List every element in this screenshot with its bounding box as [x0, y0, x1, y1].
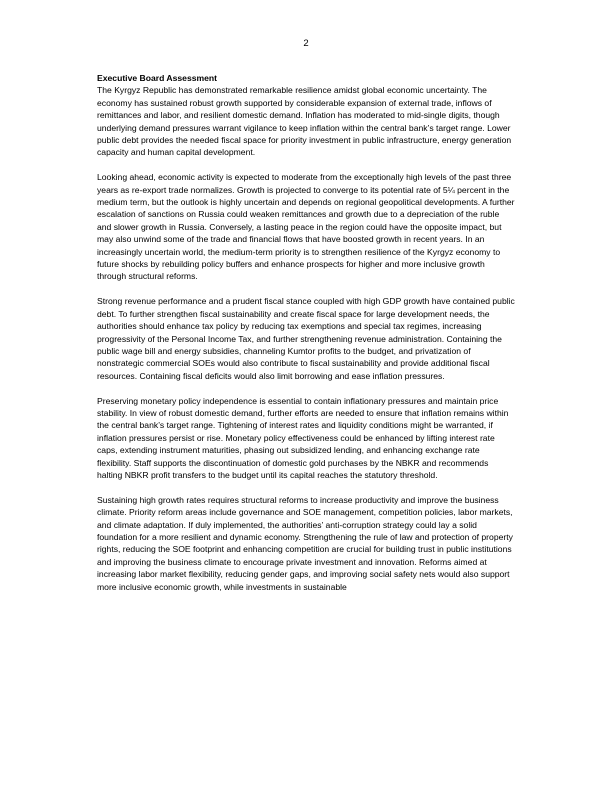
- paragraph-outlook: Looking ahead, economic activity is expected to moderate from the exceptionally high levels of the past three years as re-export trade normalizes. Growth is projected to converge to its potential rate of 5¼ percent in the medium term, but the outlook is highly uncertain and depends on regional geopolitical developments. A further escalation of sanctions on Russia could weaken remittances and growth due to a depreciation of the ruble and slower growth in Russia. Conversely, a lasting peace in the region could have the opposite impact, but may also unwind some of the trade and financial flows that have boosted growth in recent years. In an increasingly uncertain world, the medium-term priority is to strengthen resilience of the Kyrgyz economy to future shocks by rebuilding policy buffers and enhance prospects for higher and more inclusive growth through structural reforms.: [97, 172, 515, 282]
- paragraph-structural-reforms: Sustaining high growth rates requires structural reforms to increase productivity and improve the business climate. Priority reform areas include governance and SOE management, competition policies, labor markets, and climate adaptation. If duly implemented, the authorities’ anti-corruption strategy could lay a solid foundation for a more resilient and dynamic economy. Strengthening the rule of law and protection of property rights, reducing the SOE footprint and enhancing competition are crucial for building trust in public institutions and improving the business climate to encourage private investment and innovation. Reforms aimed at increasing labor market flexibility, reducing gender gaps, and improving social safety nets would also support more inclusive economic growth, while investments in sustainable: [97, 494, 513, 592]
- document-body: [97, 72, 515, 605]
- paragraph-fiscal-policy: Strong revenue performance and a prudent fiscal stance coupled with high GDP growth have contained public debt. To further strengthen fiscal sustainability and create fiscal space for large development needs, the authorities should enhance tax policy by reducing tax exemptions and special tax regimes, increasing progressivity of the Personal Income Tax, and further strengthening revenue administration. Containing the public wage bill and energy subsidies, channeling Kumtor profits to the budget, and privatization of nonstrategic commercial SOEs would also contribute to fiscal sustainability and provide additional fiscal resources. Containing fiscal deficits would also limit borrowing and ease inflation pressures.: [97, 296, 515, 381]
- page-number: 2: [303, 38, 309, 49]
- paragraph-resilience: The Kyrgyz Republic has demonstrated remarkable resilience amidst global economic uncertainty. The economy has sustained robust growth supported by considerable expansion of external trade, inflows of remittances and labor, and resilient domestic demand. Inflation has moderated to mid-single digits, though underlying demand pressures warrant vigilance to keep inflation within the central bank’s target range. Lower public debt provides the needed fiscal space for priority investment in public infrastructure, energy generation capacity and human capital development.: [97, 85, 512, 158]
- paragraph-monetary-policy: Preserving monetary policy independence is essential to contain inflationary pressures and maintain price stability. In view of robust domestic demand, further efforts are needed to ensure that inflation remains within the central bank’s target range. Tightening of interest rates and liquidity conditions might be warranted, if inflation pressures persist or rise. Monetary policy effectiveness could be enhanced by lifting interest rate caps, extending instrument maturities, phasing out subsidized lending, and enhancing exchange rate flexibility. Staff supports the discontinuation of domestic gold purchases by the NBKR and recommends halting NBKR profit transfers to the budget until its capital reaches the statutory threshold.: [97, 395, 509, 480]
- section-heading: Executive Board Assessment: [97, 73, 218, 83]
